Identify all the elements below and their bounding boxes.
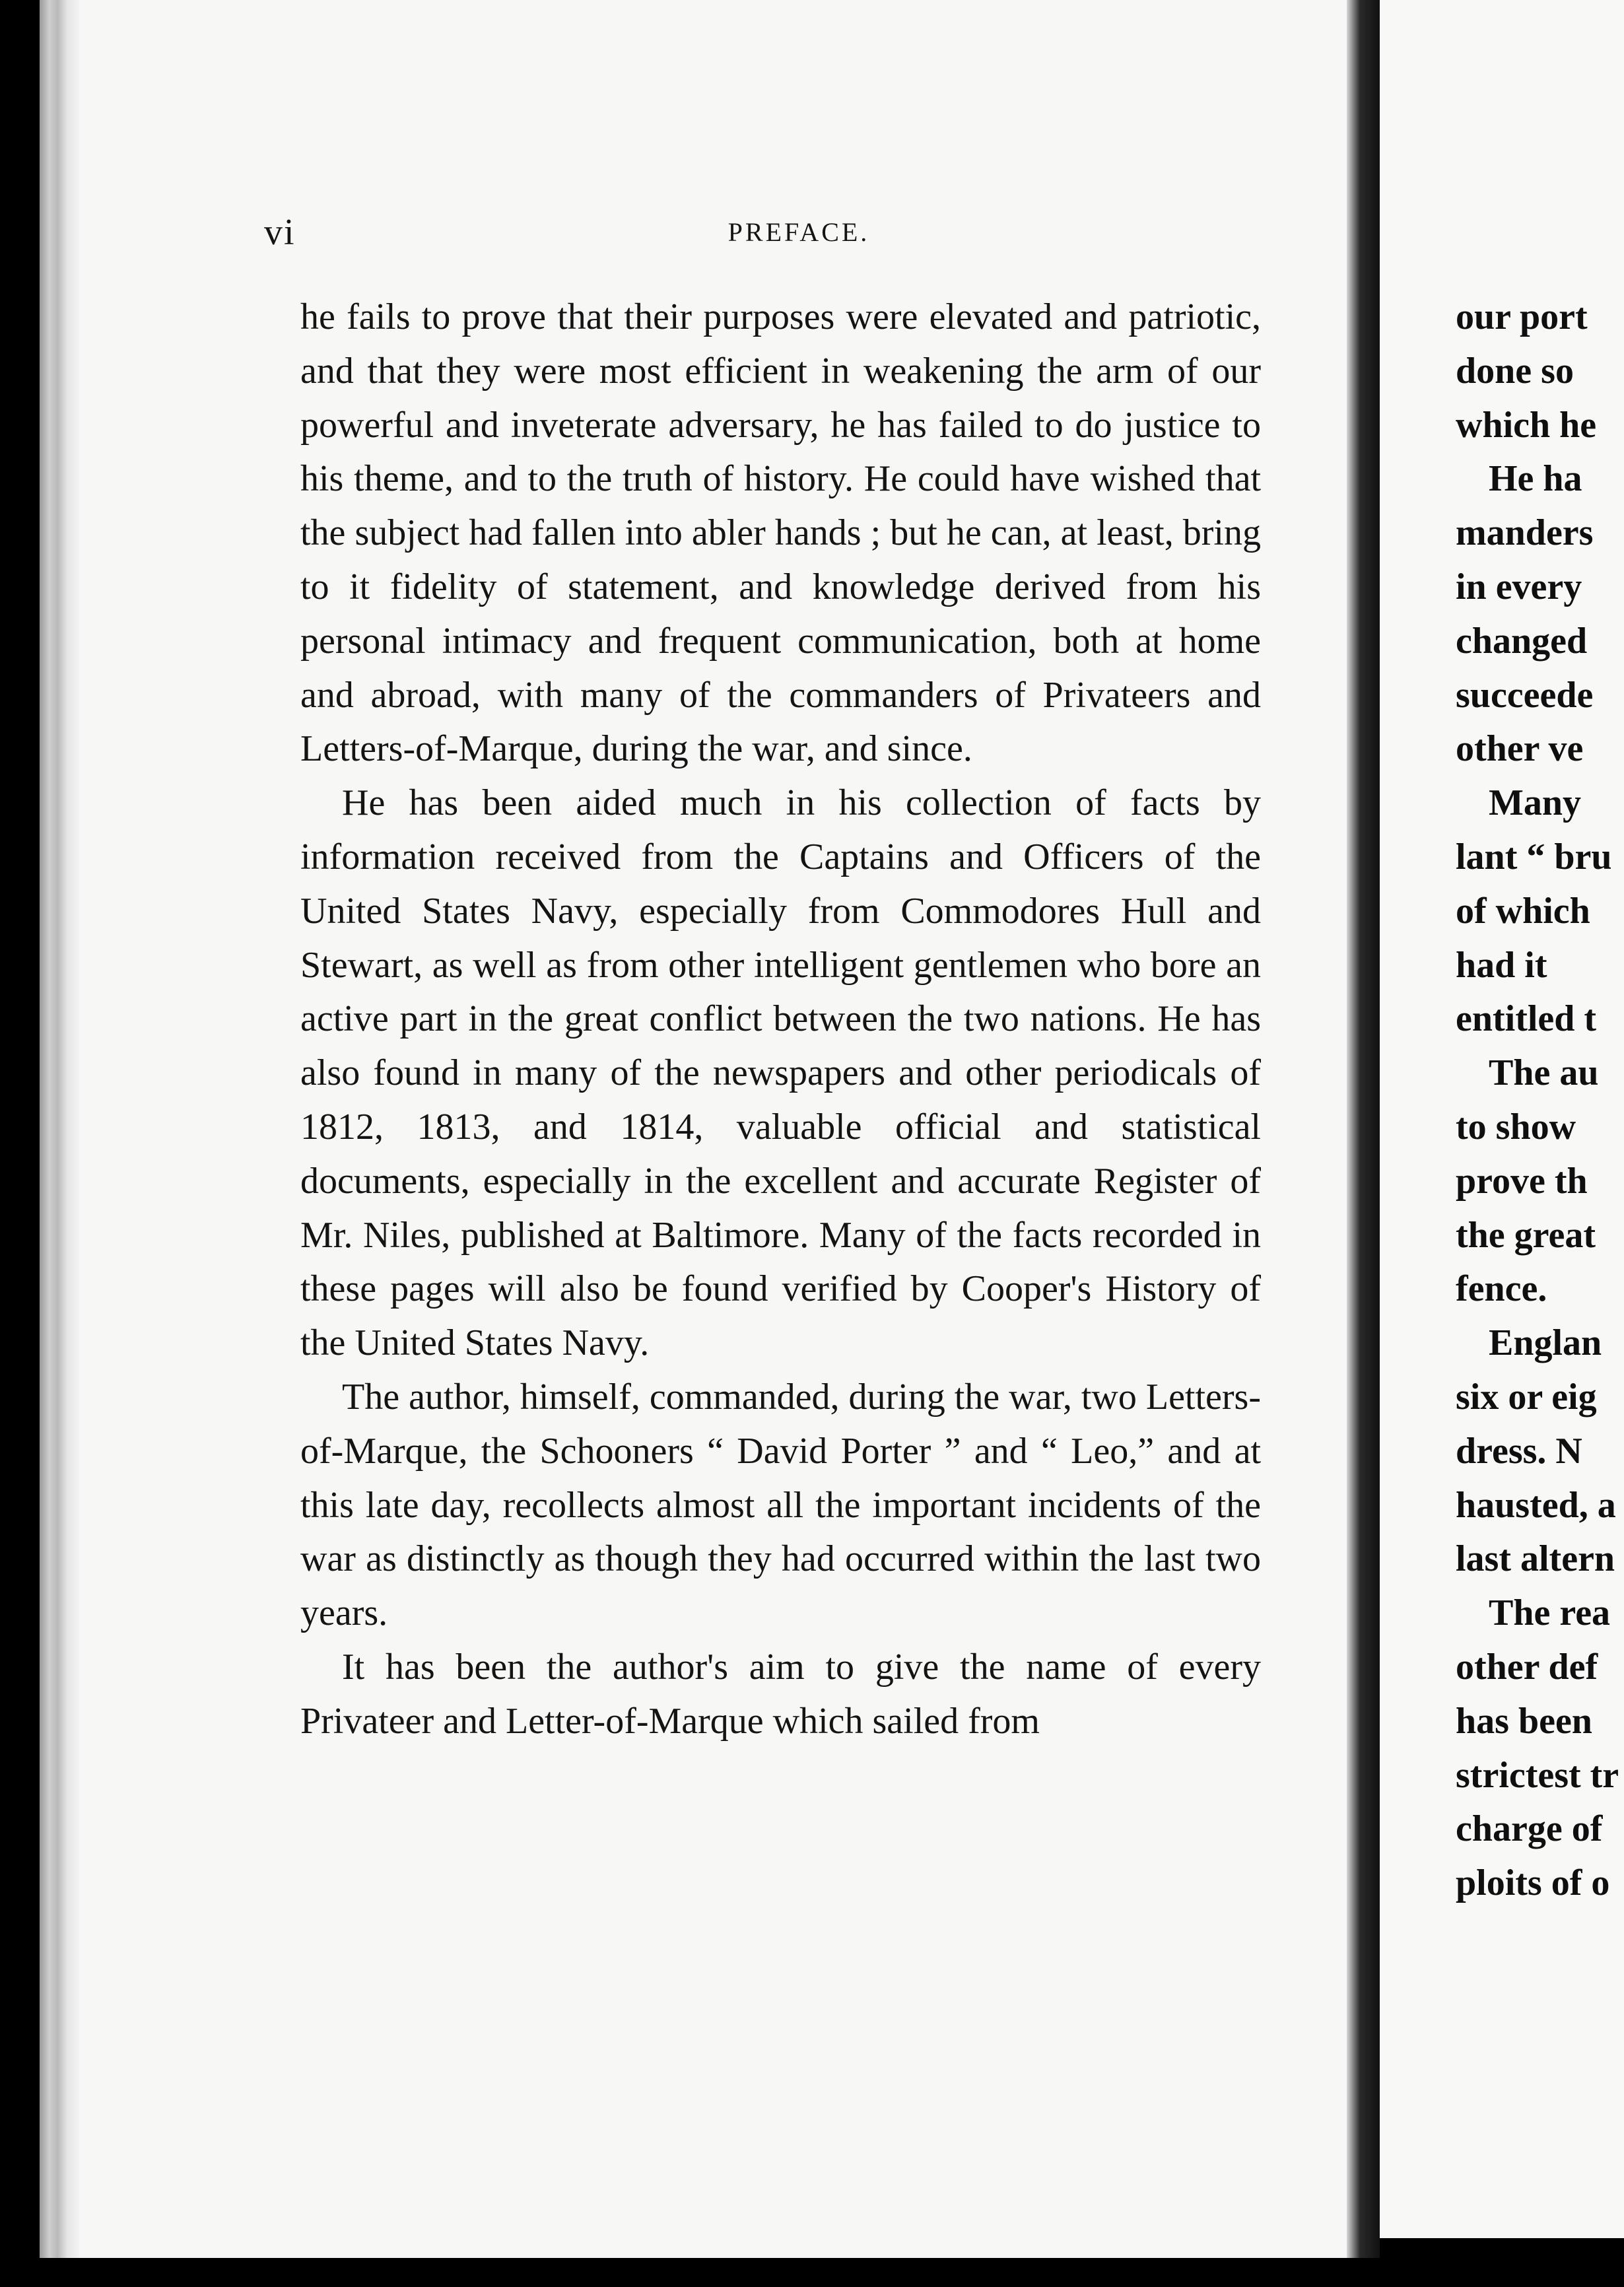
- text-line: six or eig: [1456, 1376, 1597, 1417]
- text-line: done so: [1456, 350, 1574, 392]
- text-line: had it: [1456, 944, 1547, 986]
- text-line: the great: [1456, 1214, 1596, 1256]
- page-stack-edge: [40, 0, 79, 2258]
- text-line: He ha: [1489, 458, 1582, 500]
- text-line: The au: [1489, 1052, 1599, 1094]
- page-number: vi: [264, 212, 296, 253]
- text-line: of which: [1456, 890, 1590, 932]
- text-line: changed: [1456, 620, 1588, 662]
- paragraph: He has been aided much in his collection of facts by information received from the Captains and Officers of the United States Navy, especially from Commodores Hull and Stewart, as well as from other intelligent gentlemen who bore an active part in the great conflict between the two nations. He has also found in many of the newspapers and other periodicals of 1812, 1813, and 1814, valuable official and statistical documents, especially in the excellent and accurate Register of Mr. Niles, published at Baltimore. Many of the facts recorded in these pages will also be found verified by Cooper's History of the United States Navy.: [300, 782, 1261, 1364]
- text-line: to show: [1456, 1106, 1576, 1147]
- text-line: in every: [1456, 566, 1582, 607]
- text-line: last altern: [1456, 1538, 1615, 1580]
- paragraph: he fails to prove that their purposes were elevated and patriotic, and that they were most efficient in weakening the arm of our powerful and inveterate adversary, he has failed to do justice to his theme, and to the truth of history. He could have wished that the subject had fallen into abler hands ; but he can, at least, bring to it fidelity of statement, and knowledge derived from his personal intimacy and frequent communication, both at home and abroad, with many of the commanders of Privateers and Letters-of-Marque, during the war, and since.: [300, 296, 1261, 770]
- text-line: our port: [1456, 296, 1588, 337]
- text-line: manders: [1456, 512, 1594, 554]
- text-line: dress. N: [1456, 1430, 1582, 1472]
- text-line: hausted, a: [1456, 1484, 1616, 1526]
- text-line: entitled t: [1456, 998, 1597, 1040]
- left-page-body: [300, 290, 1261, 1749]
- text-line: other def: [1456, 1646, 1598, 1688]
- page-header: [264, 211, 1261, 251]
- text-line: succeede: [1456, 674, 1594, 716]
- text-line: ploits of o: [1456, 1862, 1610, 1904]
- text-line: fence.: [1456, 1268, 1547, 1310]
- text-line: Many: [1489, 782, 1581, 824]
- text-line: lant “ bru: [1456, 836, 1612, 877]
- paragraph: The author, himself, commanded, during the war, two Letters-of-Marque, the Schooners “ David Porter ” and “ Leo,” and at this late day, recollects almost all the important incidents of the war as distinctly as though they had occurred within the last two years.: [300, 1376, 1261, 1634]
- text-line: strictest tr: [1456, 1754, 1619, 1796]
- text-line: which he: [1456, 404, 1597, 446]
- right-page-clip: [1380, 0, 1624, 2238]
- text-line: prove th: [1456, 1160, 1588, 1202]
- text-line: other ve: [1456, 728, 1584, 770]
- gutter-shadow: [1347, 0, 1380, 2258]
- text-line: charge of: [1456, 1808, 1603, 1850]
- running-title: PREFACE.: [727, 217, 870, 247]
- text-line: has been: [1456, 1700, 1592, 1742]
- text-line: The rea: [1489, 1592, 1611, 1634]
- paragraph: It has been the author's aim to give the name of every Privateer and Letter-of-Marque which sailed from: [300, 1646, 1261, 1742]
- right-page-body: [1456, 290, 1624, 1911]
- text-line: Englan: [1489, 1322, 1602, 1364]
